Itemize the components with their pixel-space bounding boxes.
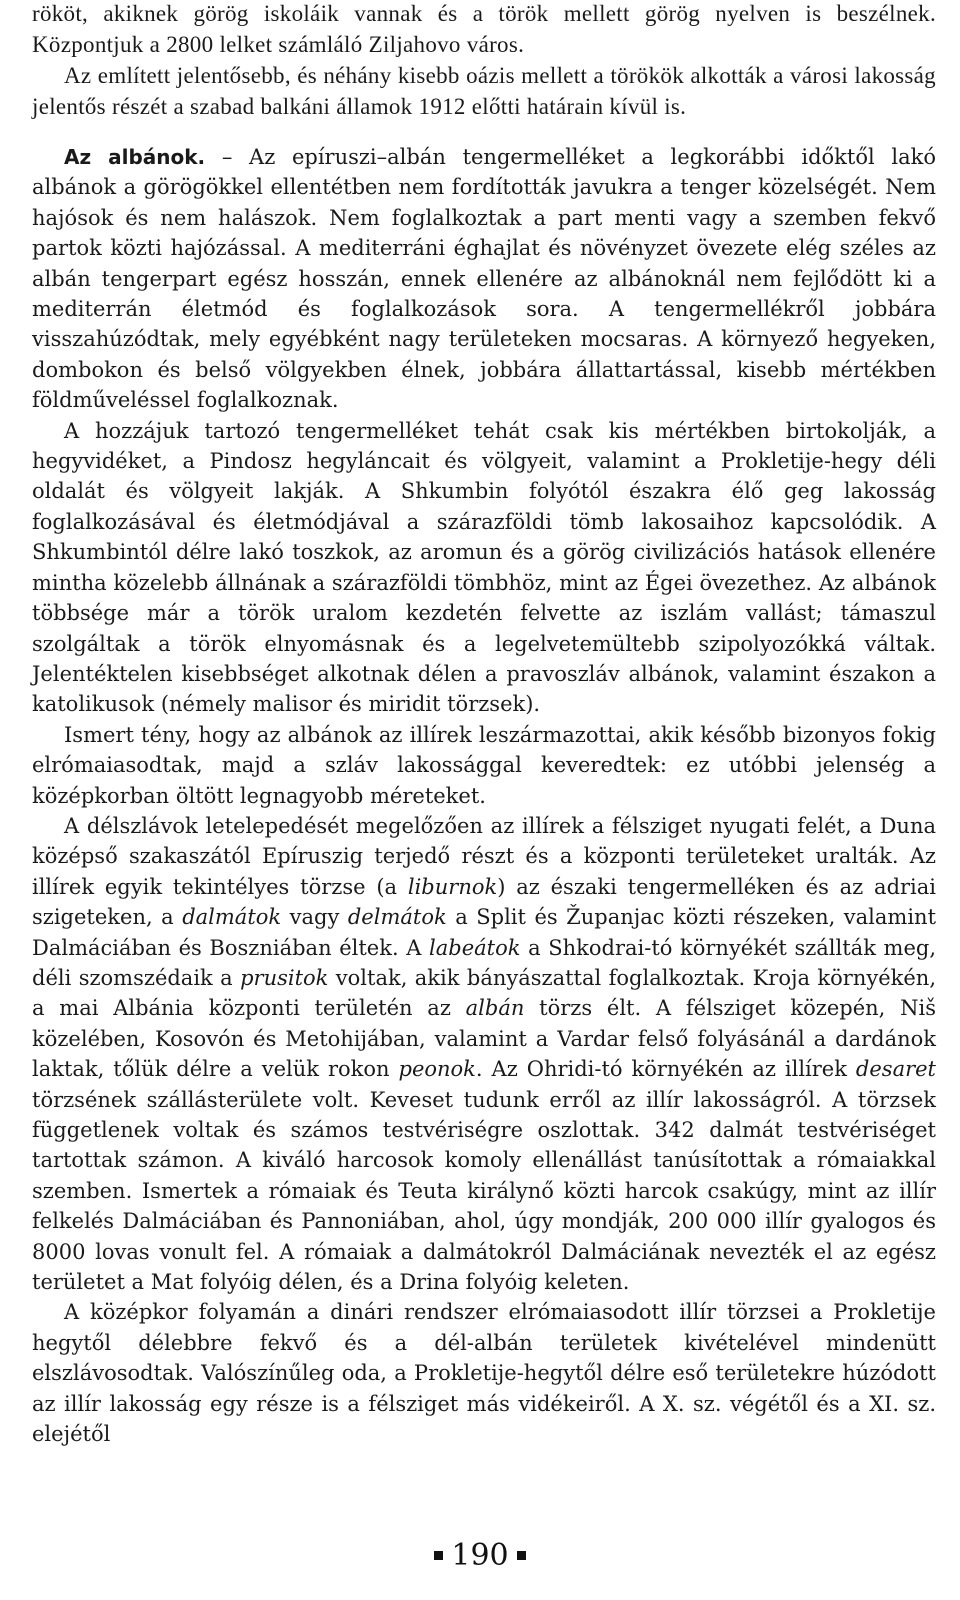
section-albanok [32, 142, 936, 1449]
page-number [0, 1536, 960, 1576]
text-run: törzsének szállásterülete volt. Keveset tudunk erről az illír lakosságról. A törzsek függetlenek voltak és számos testvériségre oszlottak. 342 dalmát testvériséget tartottak számon. A kiváló harcosok komoly ellenállást tanúsítottak a rómaiakkal szemben. Ismertek a rómaiak és Teuta királynő közti harcok csakúgy, mint az illír felkelés Dalmáciában és Pannoniában, ahol, úgy mondják, 200 000 illír gyalogos és 8000 lovas vonult fel. A rómaiak a dalmátokról Dalmáciának nevezték el az egész területet a Mat folyóig délen, és a Drina folyóig keleten. [32, 1087, 936, 1295]
italic-term: delmátok [347, 905, 447, 930]
square-bullet-icon [434, 1551, 443, 1560]
text-run: a Shkodrai-tó környékét szállták meg, déli szomszédaik a [32, 935, 936, 990]
text-run: A délszlávok letelepedését megelőzően az illírek a félsziget nyugati felét, a Duna középső szakaszától Epíruszig terjedő részt és a központi területeket uralták. Az illírek egyik tekintélyes törzse (a [32, 813, 936, 899]
section-paragraph-5: A középkor folyamán a dinári rendszer elrómaiasodott illír törzsei a Prokletije hegytől délebbre fekvő és a dél-albán területek kivételével mindenütt elszlávosodtak. Valószínűleg oda, a Prokletije-hegytől délre eső területekre húzódott az illír lakosság egy része is a félsziget más vidékeiről. A X. sz. végétől és a XI. sz. elejétől [32, 1300, 936, 1447]
square-bullet-icon [517, 1551, 526, 1560]
section-paragraph-3: Ismert tény, hogy az albánok az illírek leszármazottai, akik később bizonyos fokig elrómaiasodtak, majd a szláv lakossággal keveredtek: ez utóbbi jelenség a középkorban öltött legnagyobb méreteket. [32, 722, 936, 808]
intro-block [32, 0, 936, 122]
section-paragraph-1 [32, 142, 936, 416]
text-run: törzs élt. A félsziget közepén, Niš közelében, Kosovón és Metohijában, valamint a Vardar felső folyásánál a dardánok laktak, tőlük délre a velük rokon [32, 996, 936, 1082]
italic-term: desaret [855, 1057, 936, 1082]
italic-term: dalmátok [182, 905, 282, 930]
italic-term: albán [465, 996, 525, 1021]
text-run: . Az Ohridi-tó környékén az illírek [475, 1057, 856, 1082]
intro-paragraph-2: Az említett jelentősebb, és néhány kisebb oázis mellett a törökök alkották a városi lakosság jelentős részét a szabad balkáni államok 1912 előtti határain kívül is. [32, 63, 936, 119]
italic-term: labeátok [429, 935, 521, 960]
italic-term: peonok [398, 1057, 476, 1082]
text-run: voltak, akik bányászattal foglalkoztak. Kroja környékén, a mai Albánia központi területén az [32, 965, 936, 1021]
text-run: a Split és Županjac közti részeken, valamint Dalmáciában és Boszniában éltek. A [32, 905, 937, 960]
intro-paragraph: rököt, akiknek görög iskoláik vannak és a török mellett görög nyelven is beszélnek. Központjuk a 2800 lelket számláló Ziljahovo város. [32, 1, 936, 57]
page-number-text: 190 [451, 1538, 509, 1573]
text-run: ) az északi tengermelléken és az adriai szigeteken, a [32, 874, 937, 930]
section-paragraph-2: A hozzájuk tartozó tengermelléket tehát csak kis mértékben birtokolják, a hegyvidéket, a Pindosz hegyláncait és völgyeit, valamint a Prokletije-hegy déli oldalát és völgyeit lakják. A Shkumbin folyótól északra élő geg lakosság foglalkozásával és életmódjával a szárazföldi tömb lakosaihoz kapcsolódik. A Shkumbintól délre lakó toszkok, az aromun és a görög civilizációs hatások ellenére mintha közelebb állnának a szárazföldi tömbhöz, mint az Égei övezethez. Az albánok többsége már a török uralom kezdetén felvette az iszlám vallást; támaszul szolgáltak a török elnyomásnak és a legelvetemültebb szipolyozókká váltak. Jelentéktelen kisebbséget alkotnak délen a pravoszláv albánok, valamint északon a katolikusok (némely malisor és miridit törzsek). [32, 418, 936, 717]
italic-term: liburnok [407, 874, 498, 899]
section-paragraph-1-text: – Az epíruszi–albán tengermelléket a legkorábbi időktől lakó albánok a görögökkel ellentétben nem fordították javukra a tenger közelségét. Nem hajósok és nem halászok. Nem foglalkoztak a part menti vagy a szemben fekvő partok közti hajózással. A mediterráni éghajlat és növényzet övezete elég széles az albán tengerpart egész hosszán, ennek ellenére az albánoknál nem fejlődött ki a mediterrán életmód és foglalkozások sora. A tengermellékről jobbára visszahúzódtak, mely egyébként nagy területeken mocsaras. A környező hegyeken, dombokon és belső völgyekben élnek, jobbára állattartással, kisebb mértékben földműveléssel foglalkoznak. [32, 145, 936, 413]
section-paragraph-4 [32, 811, 936, 1298]
section-heading: Az albánok. [64, 145, 206, 169]
page-body [32, 0, 936, 1449]
text-run: vagy [281, 905, 348, 930]
italic-term: prusitok [240, 965, 329, 990]
